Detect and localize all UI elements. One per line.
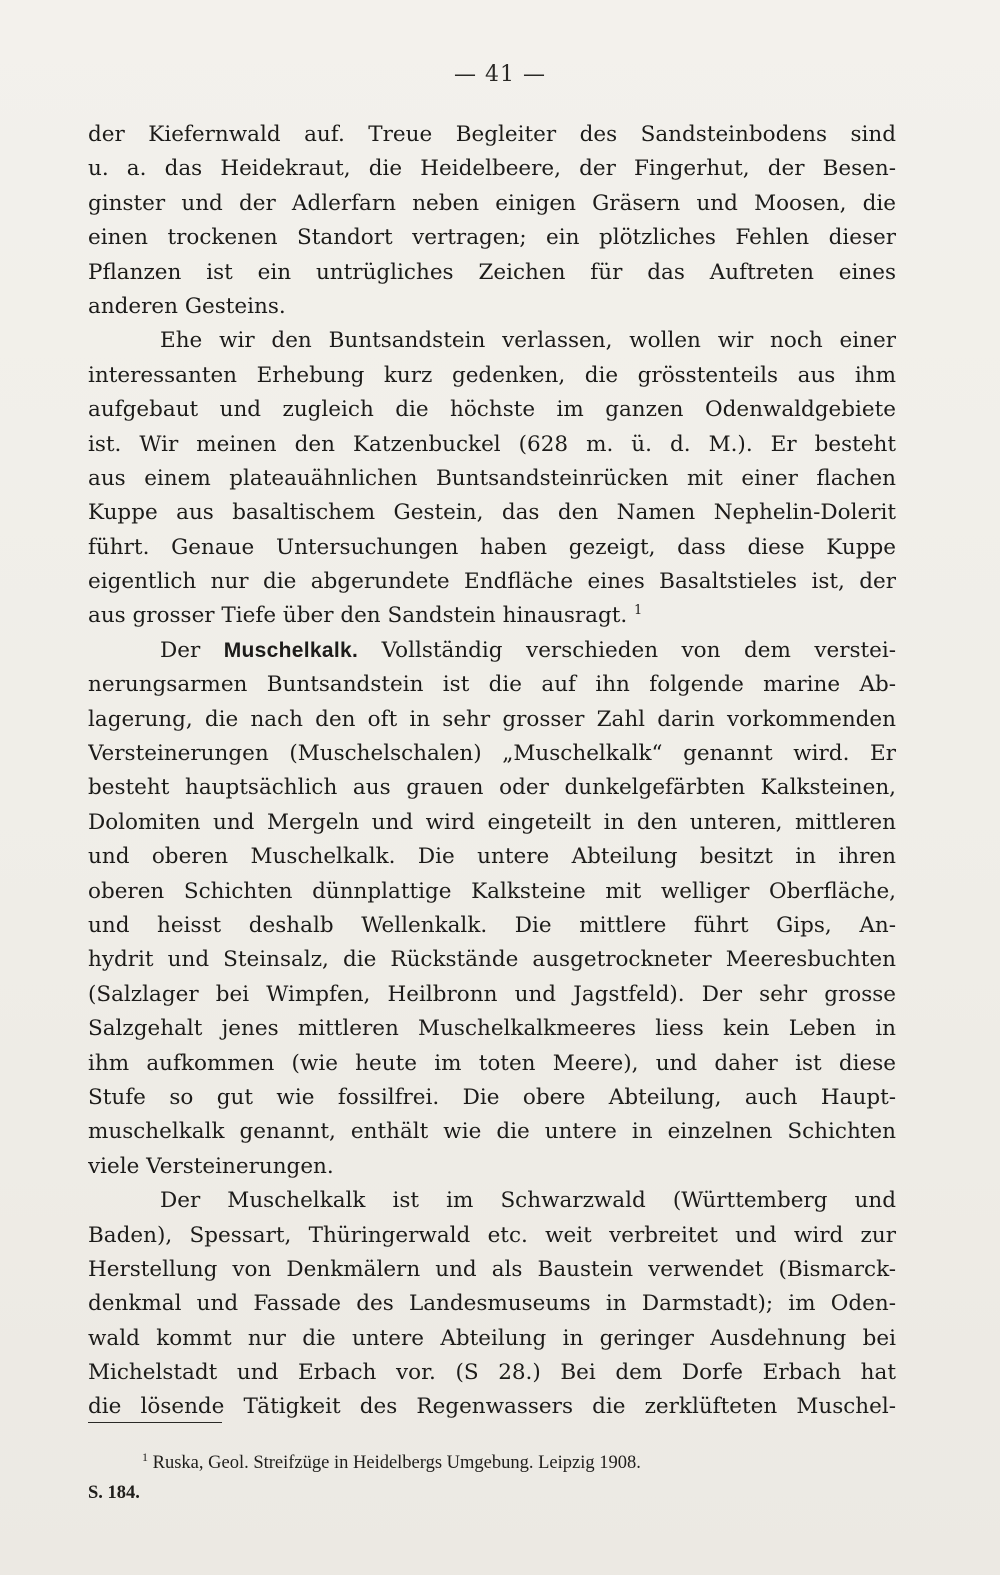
text-line-content: aus einem plateauähnlichen Buntsandsteinrücken mit einer flachen [88, 465, 896, 491]
text-line-content: Kuppe aus basaltischem Gestein, das den Namen Nephelin-Dolerit [88, 500, 896, 526]
text-line [88, 496, 896, 530]
text-line [88, 1253, 896, 1287]
text-line-content: anderen Gesteins. [88, 293, 286, 319]
text-line [88, 462, 896, 496]
text-line-content: Versteinerungen (Muschelschalen) „Muschelkalk“ genannt wird. Er [88, 741, 896, 767]
footnote [88, 1448, 896, 1508]
text-line [88, 118, 896, 152]
text-line [88, 1047, 896, 1081]
text-line-content: führt. Genaue Untersuchungen haben gezeigt, dass diese Kuppe [88, 534, 896, 560]
text-line-content: u. a. das Heidekraut, die Heidelbeere, der Fingerhut, der Besen- [88, 156, 896, 182]
text-line [88, 428, 896, 462]
text-line-content: viele Versteinerungen. [88, 1153, 334, 1179]
footnote-rule [88, 1422, 222, 1423]
text-line-content: muschelkalk genannt, enthält wie die untere in einzelnen Schichten [88, 1119, 896, 1145]
text-line-content: aus grosser Tiefe über den Sandstein hinausragt. [88, 603, 628, 629]
text-line [88, 1219, 896, 1253]
text-line-content: hydrit und Steinsalz, die Rückstände ausgetrockneter Meeresbuchten [88, 947, 896, 973]
text-line-content: interessanten Erhebung kurz gedenken, die grösstenteils aus ihm [88, 362, 896, 388]
text-line [88, 703, 896, 737]
text-line-content: lagerung, die nach den oft in sehr grosser Zahl darin vorkommenden [88, 706, 896, 732]
text-line-content: besteht hauptsächlich aus grauen oder dunkelgefärbten Kalksteinen, [88, 775, 896, 801]
text-line [88, 221, 896, 255]
footnote-line-1 [88, 1448, 896, 1478]
text-line [88, 978, 896, 1012]
text-line [88, 1115, 896, 1149]
text-line [88, 1081, 896, 1115]
text-line-content: Ehe wir den Buntsandstein verlassen, wollen wir noch einer [160, 328, 896, 354]
text-line [88, 290, 896, 324]
text-line-content: einen trockenen Standort vertragen; ein plötzliches Fehlen dieser [88, 225, 896, 251]
text-line [88, 875, 896, 909]
text-line [88, 359, 896, 393]
footnote-reference: 1 [634, 603, 643, 619]
text-line-content: ist. Wir meinen den Katzenbuckel (628 m. ü. d. M.). Er besteht [88, 431, 896, 457]
text-line-content: Der Muschelkalk ist im Schwarzwald (Württemberg und [160, 1188, 896, 1214]
text-line-content: Dolomiten und Mergeln und wird eingeteilt in den unteren, mittleren [88, 809, 896, 835]
text-line [88, 565, 896, 599]
text-line-content: der Kiefernwald auf. Treue Begleiter des Sandsteinbodens sind [88, 122, 896, 147]
text-line-content: denkmal und Fassade des Landesmuseums in Darmstadt); im Oden- [88, 1291, 896, 1317]
text-line-content: Herstellung von Denkmälern und als Baustein verwendet (Bismarck- [88, 1256, 896, 1282]
text-line-content: die lösende Tätigkeit des Regenwassers die zerklüfteten Muschel- [88, 1394, 896, 1420]
text-line-content: Pflanzen ist ein untrügliches Zeichen für das Auftreten eines [88, 259, 896, 285]
text-line [88, 256, 896, 290]
text-line [88, 840, 896, 874]
text-line-lead: Der [160, 637, 201, 663]
text-line [88, 1012, 896, 1046]
text-line-content: Stufe so gut wie fossilfrei. Die obere Abteilung, auch Haupt- [88, 1084, 896, 1110]
text-line-content: Vollständig verschieden von dem verstei- [381, 637, 896, 663]
text-line-content: eigentlich nur die abgerundete Endfläche eines Basaltstieles ist, der [88, 569, 896, 595]
footnote-mark: 1 [142, 1449, 148, 1464]
text-line [88, 531, 896, 565]
text-line-content: und oberen Muschelkalk. Die untere Abteilung besitzt in ihren [88, 844, 896, 870]
text-line-content: nerungsarmen Buntsandstein ist die auf ihn folgende marine Ab- [88, 672, 896, 698]
text-line-content: wald kommt nur die untere Abteilung in geringer Ausdehnung bei [88, 1325, 896, 1351]
section-heading: Muschelkalk. [223, 638, 359, 662]
text-line [88, 599, 896, 633]
text-line-content: ihm aufkommen (wie heute im toten Meere), und daher ist diese [88, 1050, 896, 1076]
text-line [88, 1390, 896, 1424]
text-line-content: oberen Schichten dünnplattige Kalksteine mit welliger Oberfläche, [88, 878, 896, 904]
text-line-content: ginster und der Adlerfarn neben einigen Gräsern und Moosen, die [88, 190, 896, 216]
footnote-line-2 [88, 1478, 896, 1508]
text-line [88, 187, 896, 221]
text-line-content: Salzgehalt jenes mittleren Muschelkalkmeeres liess kein Leben in [88, 1016, 896, 1042]
text-line [88, 634, 896, 668]
text-line [88, 393, 896, 427]
footnote-page-ref: S. 184. [88, 1483, 140, 1503]
text-line [88, 943, 896, 977]
page-number: — 41 — [454, 62, 546, 87]
text-line [88, 668, 896, 702]
text-line [88, 737, 896, 771]
text-line [88, 909, 896, 943]
text-line [88, 324, 896, 358]
text-line-content: Baden), Spessart, Thüringerwald etc. weit verbreitet und wird zur [88, 1222, 896, 1248]
text-line [88, 771, 896, 805]
text-line [88, 1322, 896, 1356]
text-line-content: (Salzlager bei Wimpfen, Heilbronn und Jagstfeld). Der sehr grosse [88, 981, 896, 1007]
text-line-content: und heisst deshalb Wellenkalk. Die mittlere führt Gips, An- [88, 912, 896, 938]
footnote-text: Ruska, Geol. Streifzüge in Heidelbergs Umgebung. Leipzig 1908. [152, 1453, 641, 1473]
text-line [88, 1287, 896, 1321]
text-line-content: Michelstadt und Erbach vor. (S 28.) Bei dem Dorfe Erbach hat [88, 1360, 896, 1386]
text-line [88, 152, 896, 186]
text-line [88, 806, 896, 840]
text-line [88, 1356, 896, 1390]
text-line [88, 1150, 896, 1184]
body-text [88, 118, 896, 1425]
text-line-content: aufgebaut und zugleich die höchste im ganzen Odenwaldgebiete [88, 397, 896, 423]
text-line [88, 1184, 896, 1218]
